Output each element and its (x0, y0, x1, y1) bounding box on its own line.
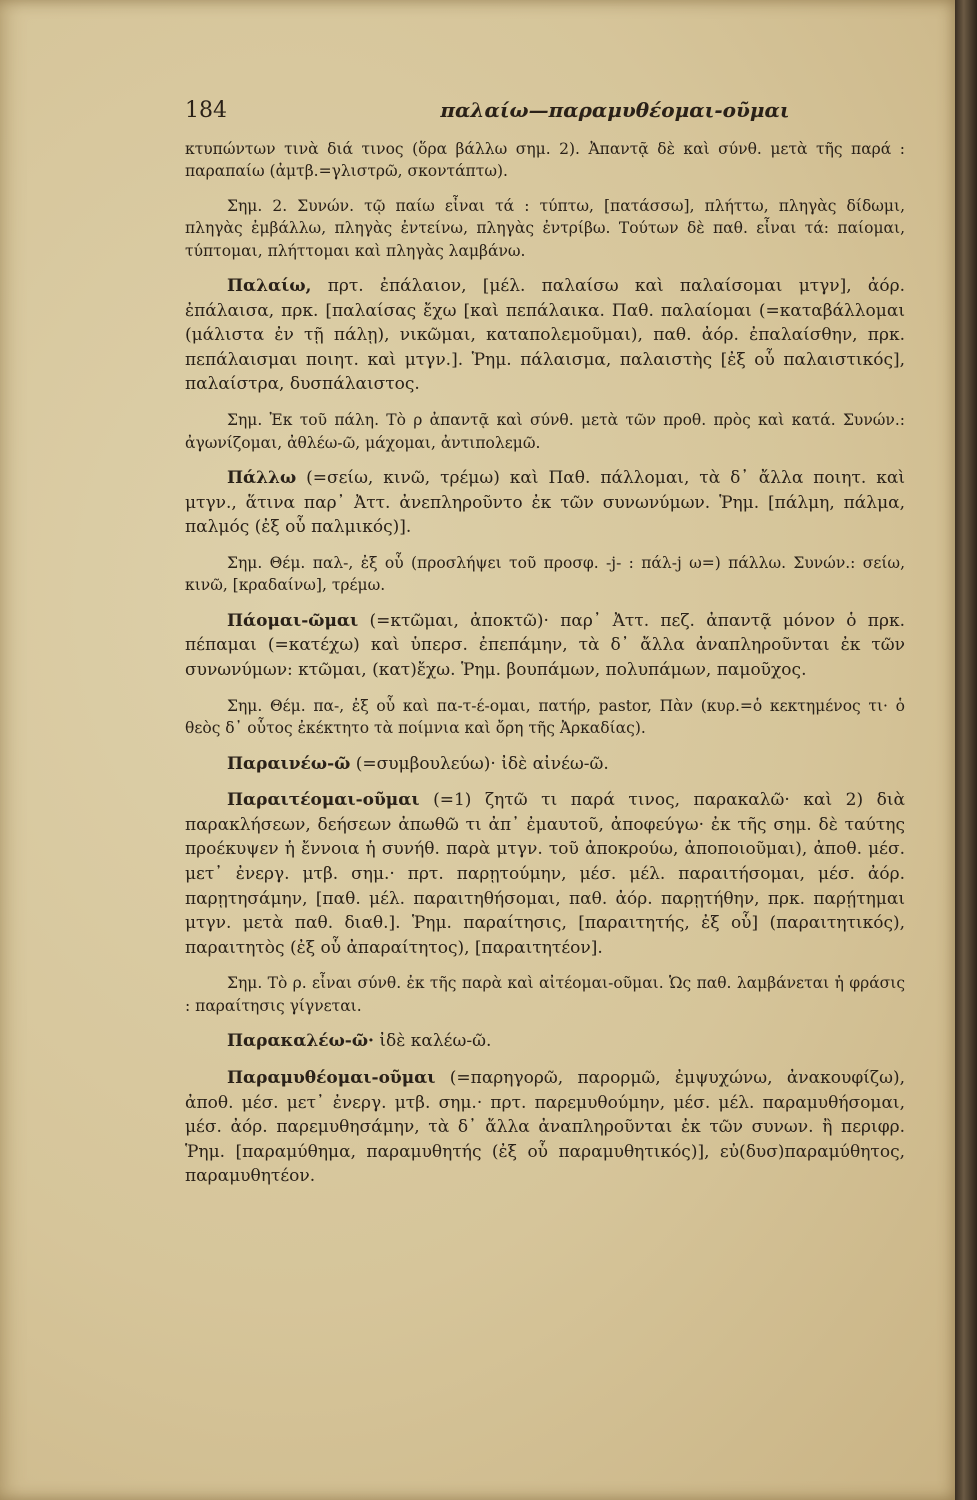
dictionary-entry: Πάομαι-ῶμαι (=κτῶμαι, ἀποκτῶ)· παρ᾽ Ἀττ. πεζ. ἀπαντᾷ μόνον ὁ πρκ. πέπαμαι (=κατέχω) καὶ ὑπερσ. ἐπεπάμην, τὰ δ᾽ ἄλλα ἀναπληροῦνται ἐκ τῶν συνωνύμων: κτῶμαι, (κατ)ἔχω. Ῥημ. βουπάμων, πολυπάμων, παμοῦχος. (185, 610, 905, 681)
entry-lemma: Πάλλω (227, 468, 297, 489)
note-paragraph: Σημ. 2. Συνών. τῷ παίω εἶναι τά : τύπτω, [πατάσσω], πλήττω, πληγὰς δίδωμι, πληγὰς ἐμβάλλω, πληγὰς ἐντείνω, πληγὰς ἐντρίβω. Τούτων δὲ παθ. εἶναι τά: παίομαι, τύπτομαι, πλήττομαι καὶ πληγὰς λαμβάνω. (185, 196, 905, 260)
entry-lemma: Παρακαλέω-ῶ· (227, 1031, 374, 1052)
book-spine (955, 0, 977, 1500)
running-title: παλαίω—παραμυθέομαι-οῦμαι (440, 98, 790, 122)
dictionary-entry: Παραμυθέομαι-οῦμαι (=παρηγορῶ, παρορμῶ, ἐμψυχώνω, ἀνακουφίζω), ἀποθ. μέσ. μετ᾽ ἐνεργ. μτβ. σημ.· πρτ. παρεμυθούμην, μέσ. μέλ. παραμυθήσομαι, μέσ. ἀόρ. παρεμυθησάμην, τὰ δ᾽ ἄλλα ἀναπληροῦνται ἐκ τῶν συνων. ἢ περιφρ. Ῥημ. [παραμύθημα, παραμυθητής (ἐξ οὗ παραμυθητικός)], εὐ(δυσ)παραμύθητος, παραμυθητέον. (185, 1067, 906, 1187)
running-head (185, 98, 905, 124)
note-paragraph: Σημ. Θέμ. πα-, ἐξ οὗ καὶ πα-τ-έ-ομαι, πατήρ, pastor, Πὰν (κυρ.=ὁ κεκτημένος τι· ὁ θεὸς δ᾽ οὗτος ἐκέκτητο τὰ ποίμνια καὶ ὄρη τῆς Ἀρκαδίας). (185, 696, 905, 738)
dictionary-entry: Παλαίω, πρτ. ἐπάλαιον, [μέλ. παλαίσω καὶ παλαίσομαι μτγν], ἀόρ. ἐπάλαισα, πρκ. [παλαίσας ἔχω [καὶ πεπάλαικα. Παθ. παλαίομαι (=καταβάλλομαι (μάλιστα ἐν τῇ πάλῃ), νικῶμαι, καταπολεμοῦμαι), παθ. ἀόρ. ἐπαλαίσθην, πρκ. πεπάλαισμαι ποιητ. καὶ μτγν.]. Ῥημ. πάλαισμα, παλαιστὴς [ἐξ οὗ παλαιστικός], παλαίστρα, δυσπάλαιστος. (185, 276, 905, 395)
dictionary-entry: Παραιτέομαι-οῦμαι (=1) ζητῶ τι παρά τινος, παρακαλῶ· καὶ 2) διὰ παρακλήσεων, δεήσεων ἀπωθῶ τι ἀπ᾽ ἐμαυτοῦ, ἀποφεύγω· ἐκ τῆς σημ. δὲ ταύτης προέκυψεν ἡ ἔννοια ἡ συνήθ. παρὰ μτγν. τοῦ ἀποκρούω, ἀποποιοῦμαι), ἀποθ. μέσ. μετ᾽ ἐνεργ. μτβ. σημ.· πρτ. παρῃτούμην, μέσ. μέλ. παραιτήσομαι, μέσ. ἀόρ. παρῃτησάμην, [παθ. μέλ. παραιτηθήσομαι, παθ. ἀόρ. παρῃτήθην, πρκ. παρῄτημαι μτγν. μετὰ παθ. διαθ.]. Ῥημ. παραίτησις, [παραιτητής, ἐξ οὗ] (παραιτητικός), παραιτητὸς (ἐξ οὗ ἀπαραίτητος), [παραιτητέον]. (185, 790, 906, 958)
note-paragraph: Σημ. Θέμ. παλ-, ἐξ οὗ (προσλήψει τοῦ προσφ. -j- : πάλ-j ω=) πάλλω. Συνών.: σείω, κινῶ, [κραδαίνω], τρέμω. (185, 553, 905, 595)
dictionary-entry: Παρακαλέω-ῶ· ἰδὲ καλέω-ῶ. (227, 1031, 492, 1052)
note-paragraph: Σημ. Ἐκ τοῦ πάλη. Τὸ ρ ἀπαντᾷ καὶ σύνθ. μετὰ τῶν προθ. πρὸς καὶ κατά. Συνών.: ἀγωνίζομαι, ἀθλέω-ῶ, μάχομαι, ἀντιπολεμῶ. (185, 411, 905, 452)
entry-lemma: Παραμυθέομαι-οῦμαι (227, 1067, 436, 1088)
entry-lemma: Παραινέω-ῶ (227, 753, 351, 774)
page-text (185, 98, 905, 1189)
continuation-paragraph: κτυπώντων τινὰ διά τινος (ὅρα βάλλω σημ. 2). Ἀπαντᾷ δὲ καὶ σύνθ. μετὰ τῆς παρά : παραπαίω (ἀμτβ.=γλιστρῶ, σκοντάπτω). (185, 139, 905, 181)
page-number: 184 (185, 98, 227, 123)
note-paragraph: Σημ. Τὸ ρ. εἶναι σύνθ. ἐκ τῆς παρὰ καὶ αἰτέομαι-οῦμαι. Ὡς παθ. λαμβάνεται ἡ φράσις : παραίτησις γίγνεται. (185, 974, 905, 1015)
entry-lemma: Παραιτέομαι-οῦμαι (227, 790, 420, 811)
entry-lemma: Παλαίω, (227, 276, 312, 297)
entry-lemma: Πάομαι-ῶμαι (227, 610, 359, 631)
dictionary-entry: Παραινέω-ῶ (=συμβουλεύω)· ἰδὲ αἰνέω-ῶ. (227, 753, 609, 774)
dictionary-entry: Πάλλω (=σείω, κινῶ, τρέμω) καὶ Παθ. πάλλομαι, τὰ δ᾽ ἄλλα ποιητ. καὶ μτγν., ἅτινα παρ᾽ Ἀττ. ἀνεπληροῦντο ἐκ τῶν συνωνύμων. Ῥημ. [πάλμη, πάλμα, παλμός (ἐξ οὗ παλμικός)]. (185, 468, 905, 538)
